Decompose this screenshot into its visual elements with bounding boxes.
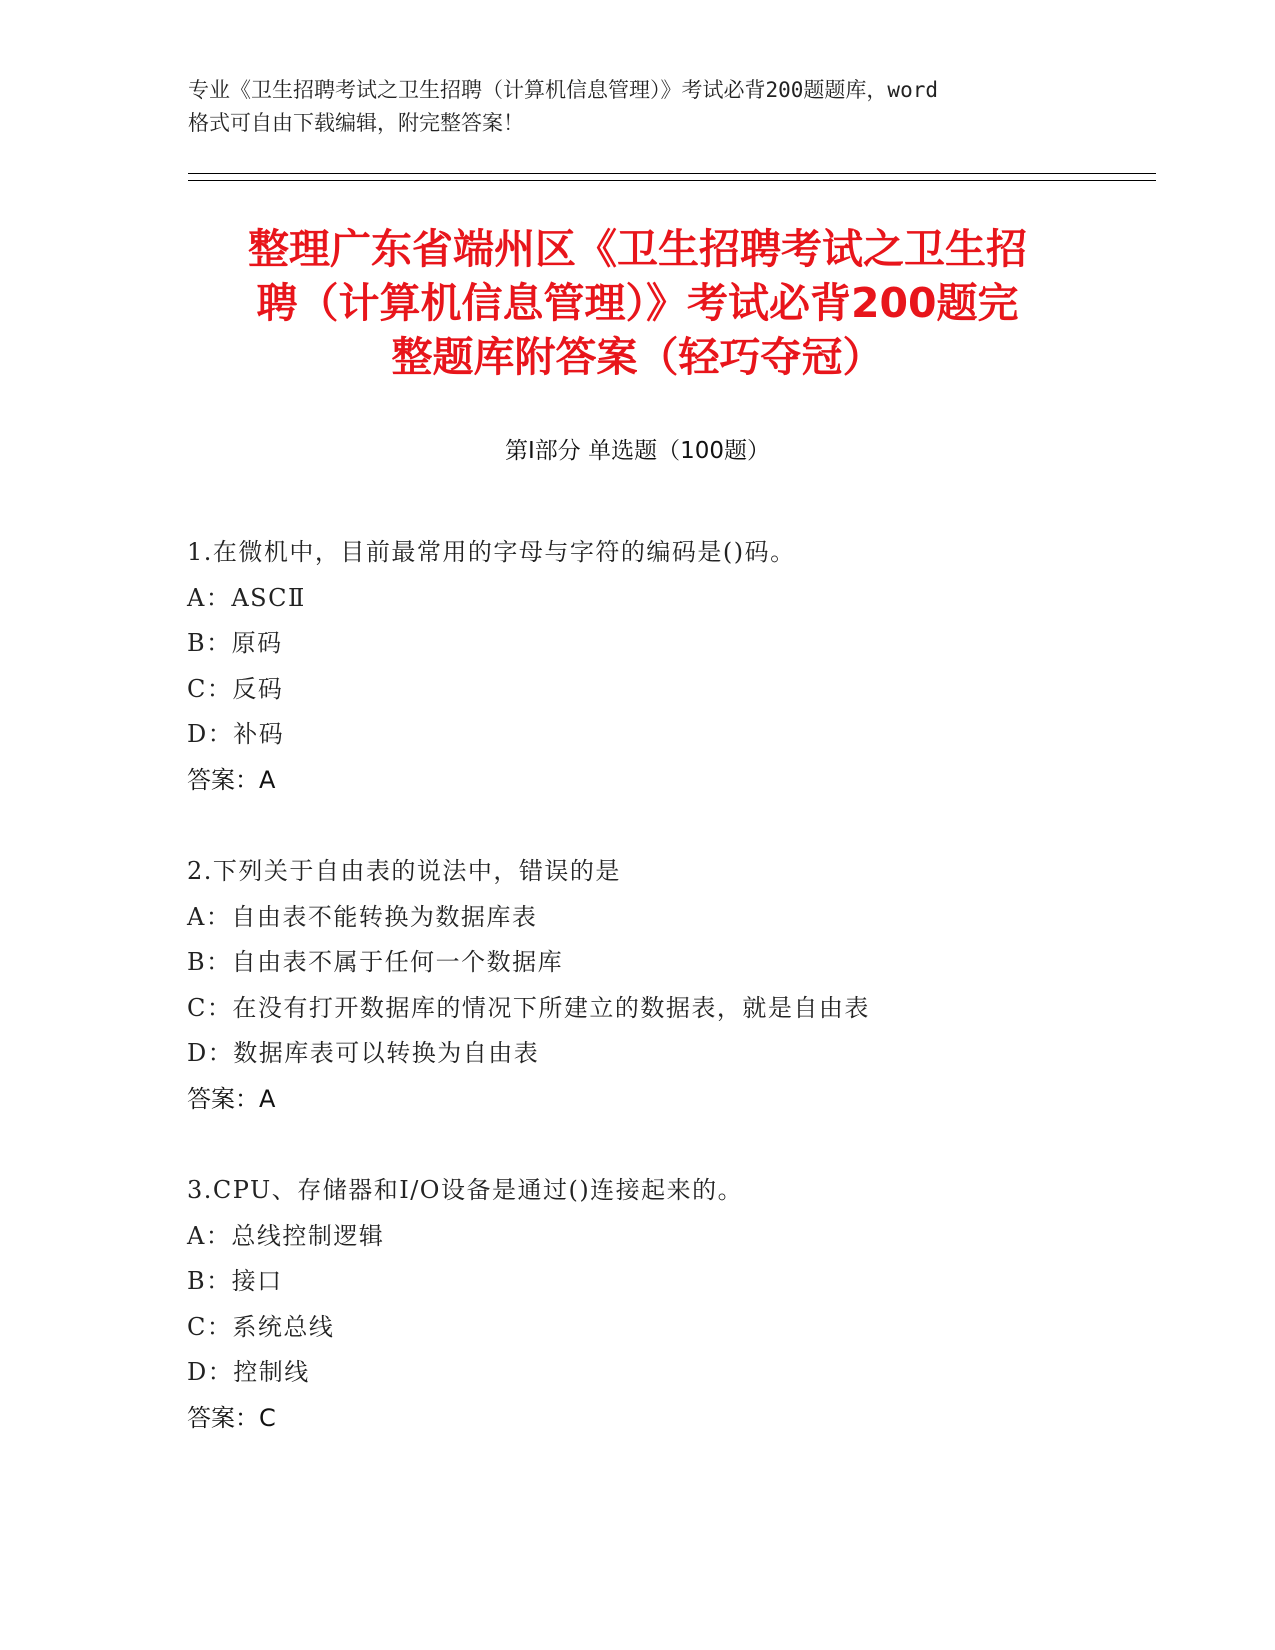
option-b: B：接口: [187, 1267, 283, 1295]
option-d: D：补码: [187, 720, 285, 748]
header-note-line-2: 格式可自由下载编辑，附完整答案！: [188, 111, 524, 135]
option-d: D：控制线: [187, 1358, 310, 1386]
option-c: C：系统总线: [187, 1312, 335, 1341]
question-1: [187, 530, 1187, 803]
question-stem: 1.在微机中，目前最常用的字母与字符的编码是()码。: [187, 538, 796, 566]
option-c: C：反码: [187, 674, 284, 703]
option-c: C：在没有打开数据库的情况下所建立的数据表，就是自由表: [187, 993, 870, 1022]
question-stem: 2.下列关于自由表的说法中，错误的是: [187, 857, 621, 885]
header-divider-bottom: [188, 180, 1156, 181]
document-title-line-1: 整理广东省端州区《卫生招聘考试之卫生招: [248, 225, 1027, 273]
answer-line: 答案：C: [187, 1403, 276, 1432]
option-a: A：总线控制逻辑: [187, 1221, 385, 1250]
question-stem: 3.CPU、存储器和I/O设备是通过()连接起来的。: [187, 1176, 744, 1204]
document-title: [150, 222, 1125, 384]
question-2: [187, 849, 1187, 1122]
option-d: D：数据库表可以转换为自由表: [187, 1039, 540, 1067]
option-a: A：自由表不能转换为数据库表: [187, 902, 538, 931]
document-title-line-2: 聘（计算机信息管理）》考试必背200题完: [256, 279, 1019, 327]
question-3: [187, 1168, 1187, 1441]
section-heading: 第Ⅰ部分 单选题（100题）: [505, 438, 770, 464]
header-note-line-1: 专业《卫生招聘考试之卫生招聘（计算机信息管理）》考试必背200题题库，word: [188, 78, 938, 102]
question-list: [187, 530, 1187, 1487]
option-a: A：ASCⅡ: [187, 583, 306, 612]
option-b: B：原码: [187, 629, 283, 657]
answer-line: 答案：A: [187, 1084, 276, 1113]
option-b: B：自由表不属于任何一个数据库: [187, 948, 564, 976]
answer-line: 答案：A: [187, 765, 276, 794]
header-divider-top: [188, 173, 1156, 174]
header-note: [188, 74, 1088, 140]
document-title-line-3: 整题库附答案（轻巧夺冠）: [391, 333, 884, 381]
